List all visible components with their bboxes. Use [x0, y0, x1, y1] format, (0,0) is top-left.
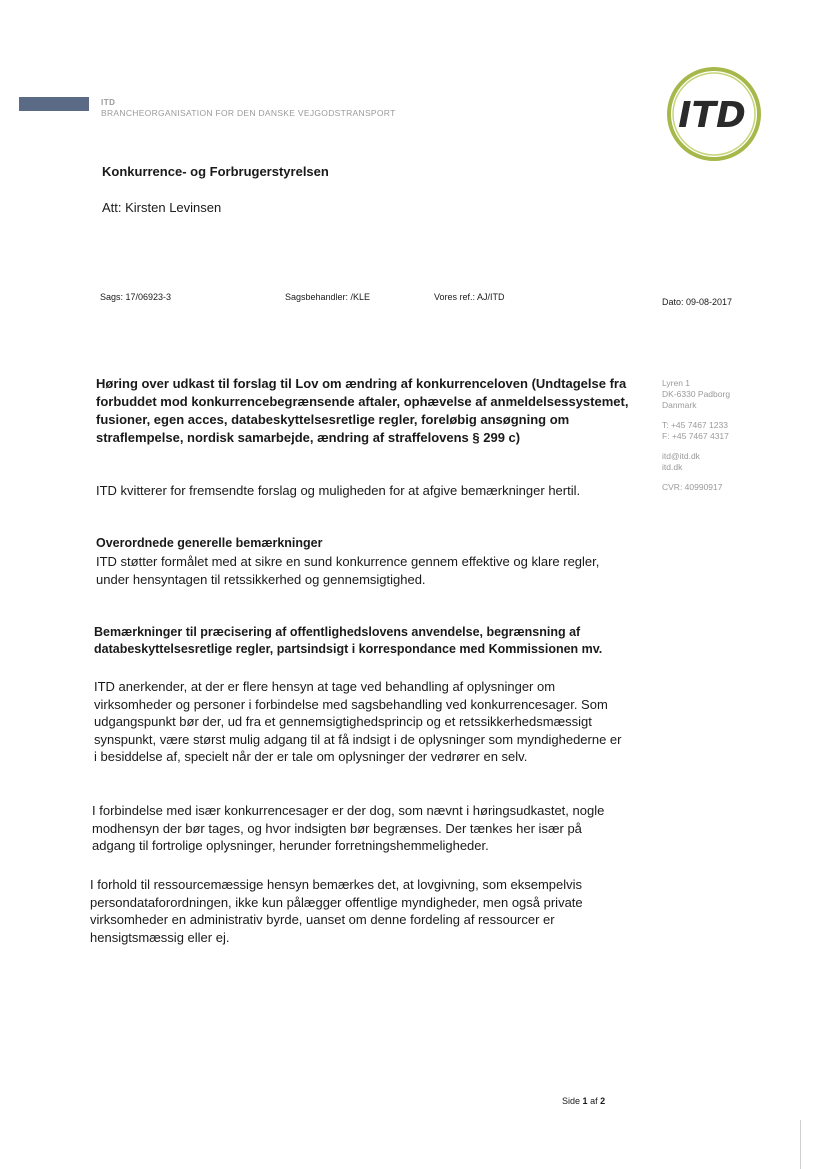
page-prefix: Side	[562, 1096, 581, 1106]
email-address: itd@itd.dk	[662, 451, 700, 461]
heading-specific-remarks: Bemærkninger til præcisering af offentlighedslovens anvendelse, begrænsning af databeskyttelsesretlige regler, partsindsigt i korrespondance med Kommissionen mv.	[94, 625, 603, 656]
contact-sidebar	[662, 378, 730, 493]
letter-subject: Høring over udkast til forslag til Lov om ændring af konkurrenceloven (Undtagelse fra forbuddet mod konkurrencebegrænsende aftaler, ophævelse af anmeldelsessystemet, fusioner, egen acces, databeskyttelsesretlige regler, foreløbig ansøgning om straflempelse, nordisk samarbejde, ændring af straffelovens § 299 c)	[96, 376, 629, 445]
address-country: Danmark	[662, 400, 697, 410]
case-number: Sags: 17/06923-3	[100, 292, 172, 302]
header-color-bar	[19, 97, 89, 111]
recipient-name: Konkurrence- og Forbrugerstyrelsen	[102, 164, 329, 179]
itd-logo	[664, 64, 764, 164]
letter-date: Dato: 09-08-2017	[662, 297, 733, 307]
paragraph-recognition: ITD anerkender, at der er flere hensyn at tage ved behandling af oplysninger om virksomheder og personer i forbindelse med sagsbehandling ved konkurrencesager. Som udgangspunkt bør der, ud fra et gennemsigtighedsprincip og et retssikkerhedsmæssigt synspunkt, være størst mulig adgang til at få indsigt i de oplysninger som myndighederne er i besiddelse af, specielt når der er tale om oplysninger der vedrører en selv.	[94, 679, 622, 764]
address-city: DK-6330 Padborg	[662, 389, 731, 399]
case-handler: Sagsbehandler: /KLE	[285, 292, 371, 302]
paragraph-resources: I forhold til ressourcemæssige hensyn bemærkes det, at lovgivning, som eksempelvis persondataforordningen, ikke kun pålægger offentlige myndigheder, men også private virksomheder en administrativ byrde, uanset om denne fordeling af ressourcer er hensigtsmæssig eller ej.	[90, 877, 583, 945]
paragraph-competition-cases: I forbindelse med især konkurrencesager er der dog, som nævnt i høringsudkastet, nogle modhensyn der bør tages, og hvor indsigten bør begrænses. Der tænkes her især på adgang til fortrolige oplysninger, herunder forretningshemmeligheder.	[92, 803, 605, 853]
address-street: Lyren 1	[662, 378, 691, 388]
scan-artifact-line	[800, 1120, 801, 1169]
org-short-name: ITD	[101, 98, 116, 107]
page-number	[562, 1096, 605, 1106]
heading-general-remarks: Overordnede generelle bemærkninger	[96, 536, 323, 550]
cvr-number: CVR: 40990917	[662, 482, 723, 492]
logo-text: ITD	[678, 95, 746, 136]
page-current: 1	[582, 1096, 588, 1106]
paragraph-general-remarks: ITD støtter formålet med at sikre en sund konkurrence gennem effektive og klare regler, under hensyntagen til retssikkerhed og gennemsigtighed.	[96, 554, 600, 587]
recipient-attention: Att: Kirsten Levinsen	[102, 200, 222, 215]
website: itd.dk	[662, 462, 683, 472]
page-total: 2	[600, 1096, 606, 1106]
acknowledgement-text: ITD kvitterer for fremsendte forslag og muligheden for at afgive bemærkninger hertil.	[96, 483, 581, 498]
page-separator: af	[590, 1096, 598, 1106]
our-reference: Vores ref.: AJ/ITD	[434, 292, 505, 302]
phone-number: T: +45 7467 1233	[662, 420, 728, 430]
fax-number: F: +45 7467 4317	[662, 431, 729, 441]
org-full-name: BRANCHEORGANISATION FOR DEN DANSKE VEJGODSTRANSPORT	[101, 108, 396, 118]
